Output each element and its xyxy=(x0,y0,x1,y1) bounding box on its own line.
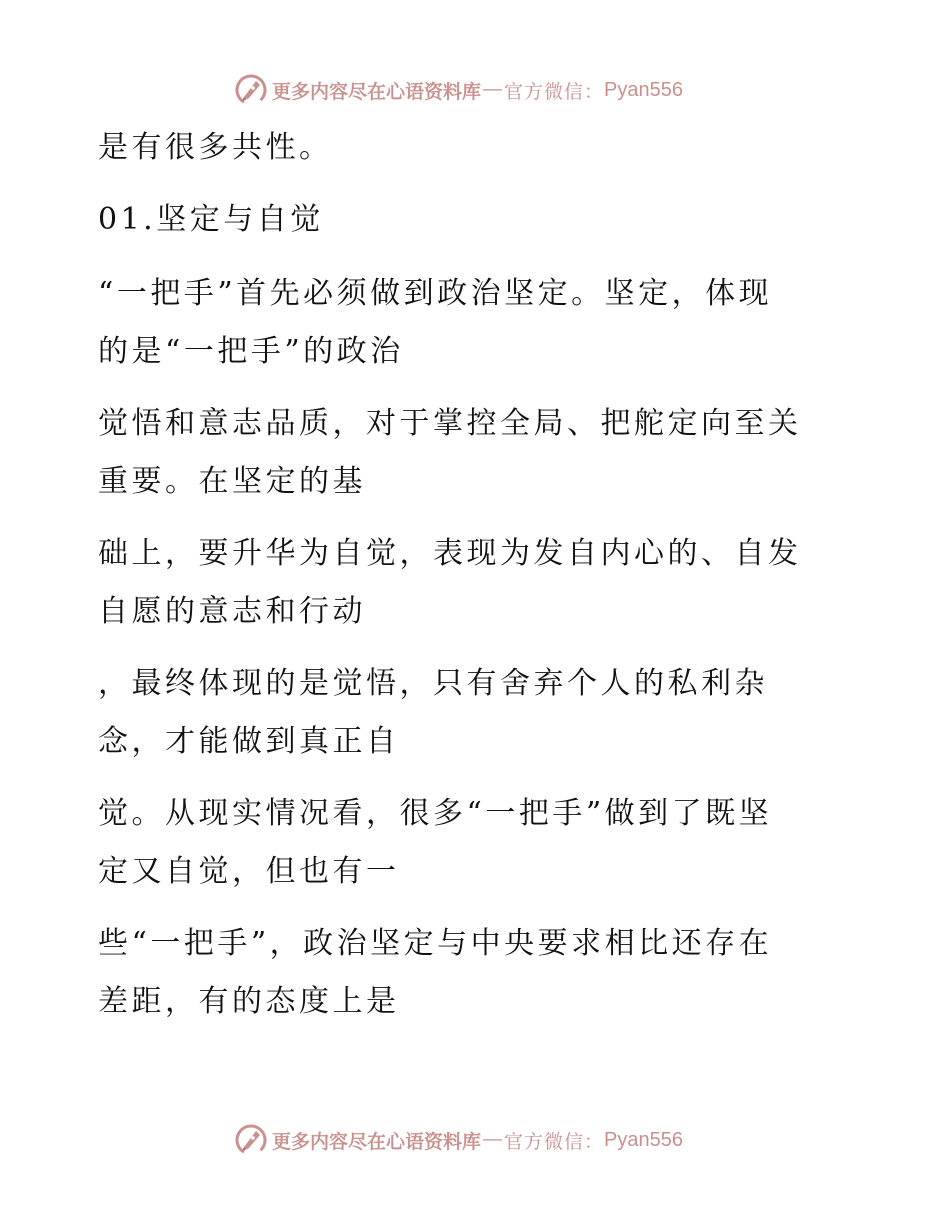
banner-main-text: 更多内容尽在心语资料库 xyxy=(272,1130,482,1153)
header-watermark-banner xyxy=(234,72,683,108)
body-line: “一把手”首先必须做到政治坚定。坚定，体现 xyxy=(98,276,773,311)
banner-main-text: 更多内容尽在心语资料库 xyxy=(272,80,482,103)
body-line: 觉。从现实情况看，很多“一把手”做到了既坚 xyxy=(98,796,773,831)
body-line: ，最终体现的是觉悟，只有舍弃个人的私利杂 xyxy=(98,666,768,701)
body-line: 重要。在坚定的基 xyxy=(98,464,366,499)
body-line: 是有很多共性。 xyxy=(98,130,333,165)
body-line: 础上，要升华为自觉，表现为发自内心的、自发 xyxy=(98,536,802,571)
body-line: 差距，有的态度上是 xyxy=(98,984,400,1019)
pen-nib-logo-icon xyxy=(234,1123,268,1157)
banner-contact-id: Pyan556 xyxy=(604,78,683,101)
body-line: 觉悟和意志品质，对于掌控全局、把舵定向至关 xyxy=(98,406,802,441)
body-line: 自愿的意志和行动 xyxy=(98,594,366,629)
banner-dash: — xyxy=(483,1129,503,1150)
pen-nib-logo-icon xyxy=(234,73,268,107)
body-line: 定又自觉，但也有一 xyxy=(98,854,400,889)
banner-contact-label: 官方微信： xyxy=(504,1130,605,1153)
footer-watermark-banner xyxy=(234,1122,683,1158)
banner-contact-label: 官方微信： xyxy=(504,80,605,103)
section-heading: 01.坚定与自觉 xyxy=(98,202,324,237)
body-line: 念，才能做到真正自 xyxy=(98,724,400,759)
banner-dash: — xyxy=(483,79,503,100)
banner-contact-id: Pyan556 xyxy=(604,1128,683,1151)
body-line: 些“一把手”，政治坚定与中央要求相比还存在 xyxy=(98,926,773,961)
body-line: 的是“一把手”的政治 xyxy=(98,334,404,369)
